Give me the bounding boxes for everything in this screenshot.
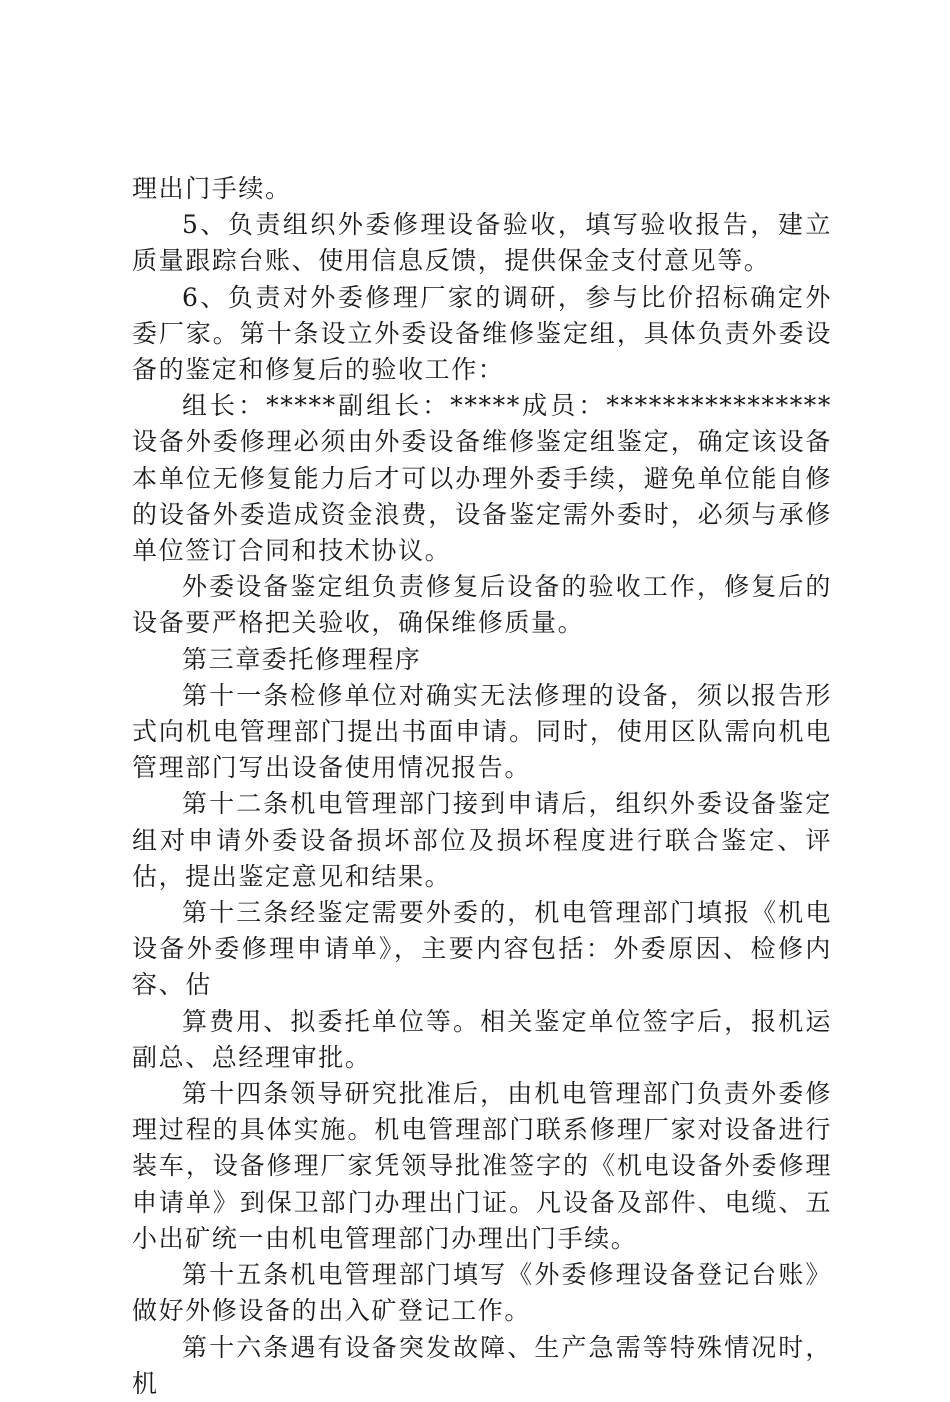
paragraph-5: 外委设备鉴定组负责修复后设备的验收工作，修复后的设备要严格把关验收，确保维修质量。 (132, 572, 832, 638)
paragraph-2: 5、负责组织外委修理设备验收，填写验收报告，建立质量跟踪台账、使用信息反馈，提供保金支付意见等。 (132, 210, 832, 276)
paragraph-13: 第十六条遇有设备突发故障、生产急需等特殊情况时，机 (132, 1332, 832, 1398)
paragraph-11: 第十四条领导研究批准后，由机电管理部门负责外委修理过程的具体实施。机电管理部门联系修理厂家对设备进行装车，设备修理厂家凭领导批准签字的《机电设备外委修理申请单》到保卫部门办理出门证。凡设备及部件、电缆、五小出矿统一由机电管理部门办理出门手续。 (132, 1079, 832, 1253)
paragraph-9: 第十三条经鉴定需要外委的，机电管理部门填报《机电设备外委修理申请单》，主要内容包括：外委原因、检修内容、估 (132, 898, 832, 1000)
paragraph-1: 理出门手续。 (132, 174, 292, 203)
paragraph-8: 第十二条机电管理部门接到申请后，组织外委设备鉴定组对申请外委设备损坏部位及损坏程度进行联合鉴定、评估，提出鉴定意见和结果。 (132, 789, 832, 891)
paragraph-12: 第十五条机电管理部门填写《外委修理设备登记台账》做好外修设备的出入矿登记工作。 (132, 1260, 832, 1326)
paragraph-4: 组长：*****副组长：*****成员：****************设备外委修理必须由外委设备维修鉴定组鉴定，确定该设备本单位无修复能力后才可以办理外委手续，避免单位能自修的设备外委造成资金浪费，设备鉴定需外委时，必须与承修单位签订合同和技术协议。 (132, 391, 832, 566)
paragraph-7: 第十一条检修单位对确实无法修理的设备，须以报告形式向机电管理部门提出书面申请。同时，使用区队需向机电管理部门写出设备使用情况报告。 (132, 680, 832, 783)
document-body (132, 171, 832, 1402)
paragraph-3: 6、负责对外委修理厂家的调研，参与比价招标确定外委厂家。第十条设立外委设备维修鉴定组，具体负责外委设备的鉴定和修复后的验收工作： (132, 282, 832, 385)
chapter-heading: 第三章委托修理程序 (182, 644, 422, 674)
paragraph-10: 算费用、拟委托单位等。相关鉴定单位签字后，报机运副总、总经理审批。 (132, 1006, 832, 1072)
